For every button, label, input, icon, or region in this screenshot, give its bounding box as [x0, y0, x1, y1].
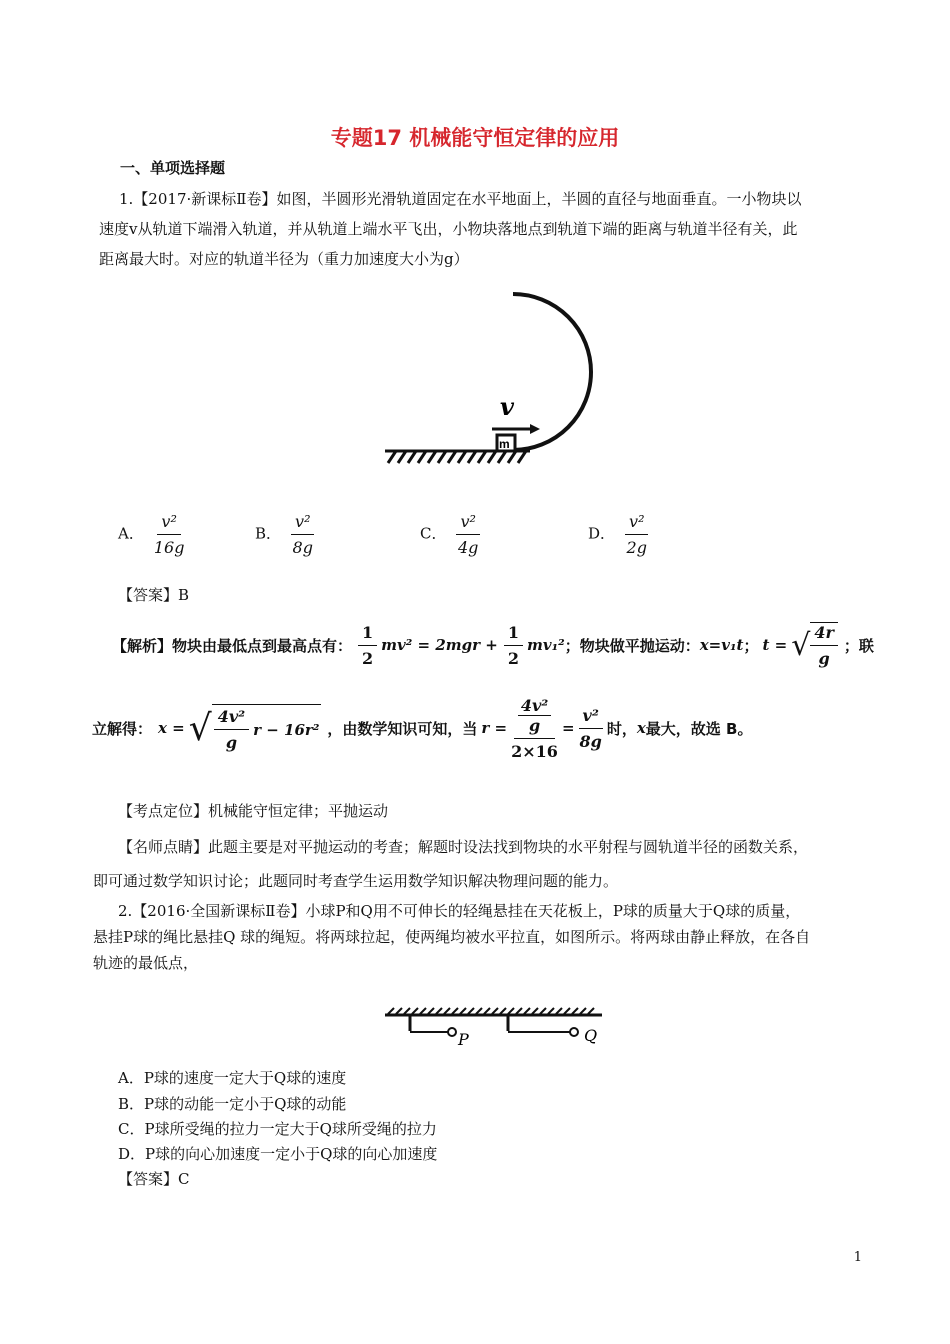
option-c[interactable] — [420, 512, 480, 557]
q-label: Q — [584, 1026, 598, 1045]
option-a-fraction — [154, 512, 185, 557]
eq3-fraction — [810, 622, 838, 668]
eq4-lhs: x = — [158, 719, 185, 737]
eq4-den: g — [225, 733, 238, 752]
eq1-half-right — [504, 623, 523, 668]
p-label: P — [458, 1030, 469, 1049]
eq2: x=v₁t — [699, 636, 744, 654]
option-d-letter: D． — [588, 524, 616, 543]
eq3-sqrt — [791, 622, 838, 668]
question-1-line-1: 1.【2017·新课标Ⅱ卷】如图，半圆形光滑轨道固定在水平地面上，半圆的直径与地面垂直。一小物块以 — [119, 190, 802, 208]
eq5-fraction-2 — [579, 706, 603, 751]
eq4-fraction — [214, 707, 249, 752]
p-ball — [448, 1028, 456, 1036]
analysis-text-1b: ；物块做平抛运动： — [564, 636, 700, 655]
option-b-den: 8g — [292, 538, 313, 557]
analysis-line-1 — [112, 620, 892, 670]
question-2-line-3: 轨迹的最低点， — [93, 954, 199, 972]
semicircle-track-figure — [380, 285, 620, 475]
eq3-num: 4r — [810, 623, 838, 646]
analysis-line-2 — [92, 688, 892, 768]
eq4-tail: r − 16r² — [253, 720, 320, 739]
q-ball — [570, 1028, 578, 1036]
key-point: 【考点定位】机械能守恒定律；平抛运动 — [118, 802, 389, 820]
option-d-den: 2g — [626, 538, 647, 557]
arrow-head-icon — [530, 424, 540, 434]
question-2-line-1: 2.【2016·全国新课标Ⅱ卷】小球P和Q用不可伸长的轻绳悬挂在天花板上，P球的质量大于Q球的质量， — [118, 902, 801, 920]
option-d-fraction — [625, 512, 648, 557]
eq5-inner-num: 4v² — [518, 696, 551, 716]
eq1-half-left — [358, 623, 377, 668]
eq1-half-right-den: 2 — [507, 648, 519, 668]
option-a[interactable] — [118, 512, 184, 557]
option-b-num: v² — [291, 512, 314, 535]
eq5-den2: 8g — [579, 731, 602, 751]
analysis-text-2a: 立解得： — [92, 719, 153, 738]
analysis-label: 【解析】 — [112, 636, 173, 655]
question-1-line-3: 距离最大时。对应的轨道半径为（重力加速度大小为g） — [99, 250, 469, 268]
ceiling-hatching — [388, 1008, 594, 1014]
q2-option-b[interactable]: B．P球的动能一定小于Q球的动能 — [118, 1095, 347, 1113]
eq5-num2: v² — [579, 706, 603, 729]
eq3-den: g — [818, 649, 830, 668]
eq5-equals: = — [561, 719, 575, 737]
question-1-answer: 【答案】B — [118, 586, 190, 604]
eq1-half-left-den: 2 — [362, 648, 374, 668]
eq5-lhs: r = — [481, 719, 508, 737]
eq1-tail: mv₁² — [526, 636, 565, 654]
option-b-fraction — [291, 512, 314, 557]
option-a-den: 16g — [153, 538, 185, 557]
option-c-num: v² — [456, 512, 479, 535]
velocity-label: v — [500, 392, 514, 421]
eq4-radicand — [212, 704, 322, 752]
eq1-half-left-num: 1 — [358, 623, 377, 646]
q2-option-a[interactable]: A．P球的速度一定大于Q球的速度 — [118, 1069, 347, 1087]
eq6: x — [636, 719, 646, 737]
eq5-fraction — [511, 696, 558, 761]
option-d[interactable] — [588, 512, 648, 557]
option-c-den: 4g — [458, 538, 479, 557]
analysis-text-2c: 时， — [606, 719, 637, 738]
question-2-answer: 【答案】C — [118, 1170, 190, 1188]
block-label: m — [499, 437, 510, 451]
eq4-num: 4v² — [214, 707, 249, 730]
analysis-text-1d: ；联 — [843, 636, 874, 655]
option-c-letter: C． — [420, 524, 447, 543]
teacher-note-line-2: 即可通过数学知识讨论；此题同时考查学生运用数学知识解决物理问题的能力。 — [93, 872, 619, 890]
analysis-text-1c: ； — [743, 636, 759, 655]
eq3-lhs: t = — [762, 636, 788, 654]
sqrt-icon: √ — [188, 707, 212, 749]
question-1-line-2: 速度v从轨道下端滑入轨道，并从轨道上端水平飞出，小物块落地点到轨道下端的距离与轨道半径有关，此 — [99, 220, 798, 238]
option-b-letter: B． — [255, 524, 282, 543]
option-b[interactable] — [255, 512, 314, 557]
eq4-sqrt — [189, 704, 322, 752]
analysis-text-1a: 物块由最低点到最高点有： — [172, 636, 353, 655]
analysis-text-2d: 最大，故选 B。 — [645, 719, 753, 738]
page-number: 1 — [853, 1250, 862, 1265]
track-arc — [513, 294, 591, 450]
eq1-half-right-num: 1 — [504, 623, 523, 646]
eq5-inner — [514, 696, 555, 739]
document-title: 专题17 机械能守恒定律的应用 — [330, 126, 620, 150]
pendulum-figure — [380, 1005, 610, 1055]
question-2-line-2: 悬挂P球的绳比悬挂Q 球的绳短。将两球拉起，使两绳均被水平拉直，如图所示。将两球由静止释放，在各自 — [93, 928, 811, 946]
eq5-den: 2×16 — [511, 741, 558, 761]
ground-hatching — [388, 451, 526, 463]
option-d-num: v² — [625, 512, 648, 535]
option-a-letter: A． — [118, 524, 144, 543]
sqrt-icon: √ — [791, 627, 811, 663]
analysis-text-2b: ，由数学知识可知，当 — [327, 719, 478, 738]
q2-option-c[interactable]: C．P球所受绳的拉力一定大于Q球所受绳的拉力 — [118, 1120, 437, 1138]
section-heading: 一、单项选择题 — [120, 159, 226, 177]
eq1-middle: mv² = 2mgr + — [381, 636, 498, 654]
option-c-fraction — [456, 512, 479, 557]
teacher-note-line-1: 【名师点睛】此题主要是对平抛运动的考查；解题时设法找到物块的水平射程与圆轨道半径的函数关系， — [118, 838, 809, 856]
q2-option-d[interactable]: D．P球的向心加速度一定小于Q球的向心加速度 — [118, 1145, 438, 1163]
eq5-inner-den: g — [528, 715, 541, 735]
option-a-num: v² — [157, 512, 180, 535]
question-1-stem — [99, 184, 875, 274]
